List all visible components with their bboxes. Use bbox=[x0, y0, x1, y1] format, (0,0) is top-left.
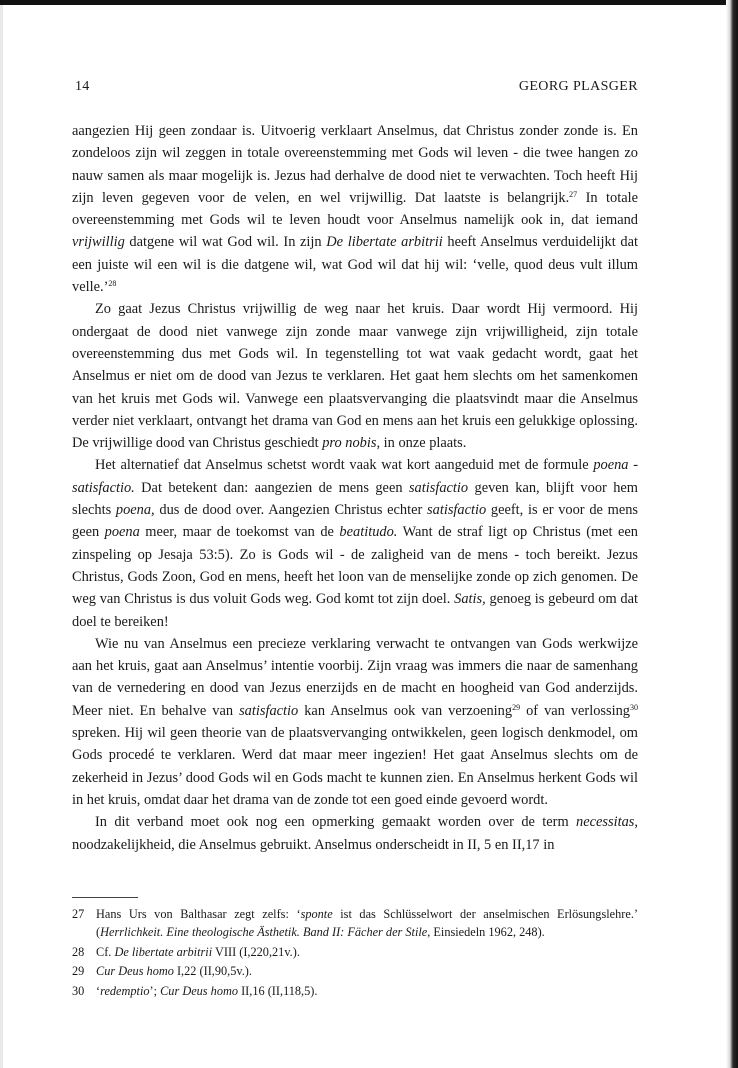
footnote-number: 28 bbox=[72, 944, 85, 959]
italic-run: De libertate arbitrii bbox=[326, 234, 443, 251]
text-run: genoeg is gebeurd om dat doel te bereiken! bbox=[72, 591, 638, 630]
text-run: of van verlossing bbox=[520, 702, 631, 719]
text-run: ist das Schlüsselwort der anselmischen Erlösungslehre.’ ( bbox=[96, 907, 638, 939]
text-run: Hans Urs von Balthasar zegt zelfs: ‘ bbox=[96, 907, 301, 921]
footnote-number: 29 bbox=[72, 964, 85, 979]
body-text bbox=[72, 120, 638, 856]
text-run: heeft Anselmus verduidelijkt dat een juiste wil een wil is die datgene wil, wat God wil dat hij wil: ‘velle, quod deus vult illum velle.’ bbox=[72, 234, 638, 296]
footnote-ref: 30 bbox=[630, 702, 639, 712]
text-run: Het alternatief dat Anselmus schetst wordt vaak wat kort aangeduid met de formule bbox=[95, 457, 594, 474]
text-run: meer, maar de toekomst van de bbox=[139, 524, 340, 541]
page-number: 14 bbox=[75, 79, 90, 94]
text-run: kan Anselmus ook van verzoening bbox=[298, 702, 513, 719]
text-run: Wie nu van Anselmus een precieze verklaring verwacht te ontvangen van Gods werkwijze aan het kruis, gaat aan Anselmus’ intentie voorbij. Zijn vraag was immers die naar de samenhang van de vernedering en dood van Jezus enerzijds en de macht en hoogheid van God anderzijds. Meer niet. En behalve van bbox=[72, 635, 638, 719]
footnote-text bbox=[96, 964, 252, 978]
text-run: aangezien Hij geen zondaar is. Uitvoerig verklaart Anselmus, dat Christus zonder zonde is. En zondeloos zijn wil zeggen in totale overeenstemming met Gods wil leven - die twee hangen zo nauw samen als maar mogelijk is. Jezus had derhalve de dood niet te verwachten. Toch heeft Hij zijn leven gegeven voor de velen, en wel vrijwillig. Dat laatste is belangrijk. bbox=[72, 123, 638, 206]
text-run: Want de straf ligt op Christus (met een zinspeling op Jesaja 53:5). Zo is Gods wil - de zaligheid van de mens - toch bereikt. Jezus Christus, Gods Zoon, God en mens, heeft het loon van de menselijke zonde op zich genomen. De weg van Christus is dus voluit Gods weg. God komt tot zijn doel. bbox=[72, 524, 639, 608]
text-run: In dit verband moet ook nog een opmerking gemaakt worden over de term bbox=[95, 814, 577, 831]
scan-left-edge bbox=[0, 0, 3, 1068]
footnote-29 bbox=[72, 963, 638, 981]
text-run: In totale overeenstemming met Gods wil te leven houdt voor Anselmus namelijk ook in, dat iemand bbox=[72, 189, 638, 229]
text-run: spreken. Hij wil geen theorie van de plaatsvervanging ontwikkelen, geen logisch denkmodel, om Gods procedé te verklaren. Werd dat maar meer ingezien! Het gaat Anselmus slechts om de zekerheid in Jezus’ dood Gods wil en Gods macht te kunnen zien. En Anselmus herkent Gods wil in het kruis, omdat daar het drama van de zonde tot een goed einde gevoerd wordt. bbox=[72, 725, 638, 808]
italic-run: De libertate arbitrii bbox=[114, 944, 213, 959]
italic-run: vrijwillig bbox=[72, 234, 125, 251]
text-run: Dat betekent dan: aangezien de mens geen bbox=[134, 479, 409, 496]
footnote-text bbox=[96, 945, 300, 959]
text-run: Zo gaat Jezus Christus vrijwillig de weg naar het kruis. Daar wordt Hij vermoord. Hij ondergaat de dood niet vanwege zijn zonde maar vanwege zijn vrijwilligheid, zijn totale overeenstemming dus met Gods wil. In tegenstelling tot wat vaak gedacht wordt, gaat het Anselmus er niet om de dood van Jezus te verklaren. Het gaat hem slechts om het samenkomen van het kruis met Gods wil. Vanwege een plaatsvervanging die plaatsvindt maar die Anselmus verder niet verklaart, ontvangt het drama van God en mens aan het kruis een gelukkige oplossing. De vrijwillige dood van Christus geschiedt bbox=[72, 301, 638, 452]
italic-run: redemptio bbox=[100, 984, 150, 999]
italic-run: beatitudo. bbox=[339, 524, 398, 541]
italic-run: Herrlichkeit. Eine theologische Ästhetik. Band II: Fächer der Stile bbox=[100, 924, 428, 939]
italic-run: Cur Deus homo bbox=[160, 984, 238, 999]
footnote-30 bbox=[72, 983, 638, 1001]
text-run: geeft, is er voor de mens geen bbox=[72, 502, 638, 541]
footnote-27 bbox=[72, 906, 638, 942]
italic-run: satisfactio bbox=[427, 502, 487, 519]
text-run: ’; bbox=[149, 984, 161, 999]
text-run: , noodzakelijkheid, die Anselmus gebruikt. Anselmus onderscheidt in II, 5 en II,17 in bbox=[72, 814, 638, 853]
italic-run: satisfactio bbox=[408, 479, 469, 496]
text-run: Cf. bbox=[96, 944, 115, 959]
text-run: II,16 (II,118,5). bbox=[238, 984, 318, 999]
footnote-ref: 27 bbox=[569, 189, 578, 199]
italic-run: poena bbox=[104, 524, 140, 541]
paragraph-1 bbox=[72, 120, 638, 298]
italic-run: poena - satisfactio. bbox=[72, 457, 638, 496]
footnote-number: 30 bbox=[72, 984, 85, 999]
footnote-28 bbox=[72, 944, 638, 962]
footnote-number: 27 bbox=[72, 907, 85, 921]
text-run: , in onze plaats. bbox=[376, 435, 467, 452]
running-head-author: GEORG PLASGER bbox=[518, 79, 638, 94]
scan-top-border bbox=[0, 0, 738, 5]
footnote-ref: 29 bbox=[512, 702, 521, 712]
paragraph-3 bbox=[72, 454, 638, 632]
footnote-text bbox=[96, 984, 317, 998]
paragraph-5 bbox=[72, 811, 638, 856]
paragraph-4 bbox=[72, 633, 638, 811]
text-run: geven kan, blijft voor hem slechts bbox=[72, 479, 638, 519]
italic-run: Cur Deus homo bbox=[96, 964, 174, 979]
italic-run: necessitas bbox=[576, 814, 635, 831]
text-run: datgene wil wat God wil. In zijn bbox=[124, 234, 327, 251]
italic-run: sponte bbox=[300, 907, 333, 921]
text-run: VIII (I,220,21v.). bbox=[212, 944, 300, 959]
italic-run: pro nobis bbox=[322, 435, 377, 452]
italic-run: poena, bbox=[115, 502, 155, 519]
paragraph-2 bbox=[72, 298, 638, 454]
scan-right-border bbox=[726, 0, 738, 1068]
italic-run: Satis, bbox=[454, 591, 486, 608]
text-run: ‘ bbox=[96, 984, 101, 999]
footnotes bbox=[72, 906, 638, 1003]
text-run: dus de dood over. Aangezien Christus echter bbox=[154, 502, 428, 519]
text-run: , Einsiedeln 1962, 248). bbox=[427, 924, 545, 939]
footnote-rule bbox=[72, 897, 138, 898]
italic-run: satisfactio bbox=[239, 702, 299, 719]
footnote-ref: 28 bbox=[108, 279, 117, 289]
footnote-text bbox=[96, 907, 638, 939]
text-run: I,22 (II,90,5v.). bbox=[173, 964, 252, 979]
